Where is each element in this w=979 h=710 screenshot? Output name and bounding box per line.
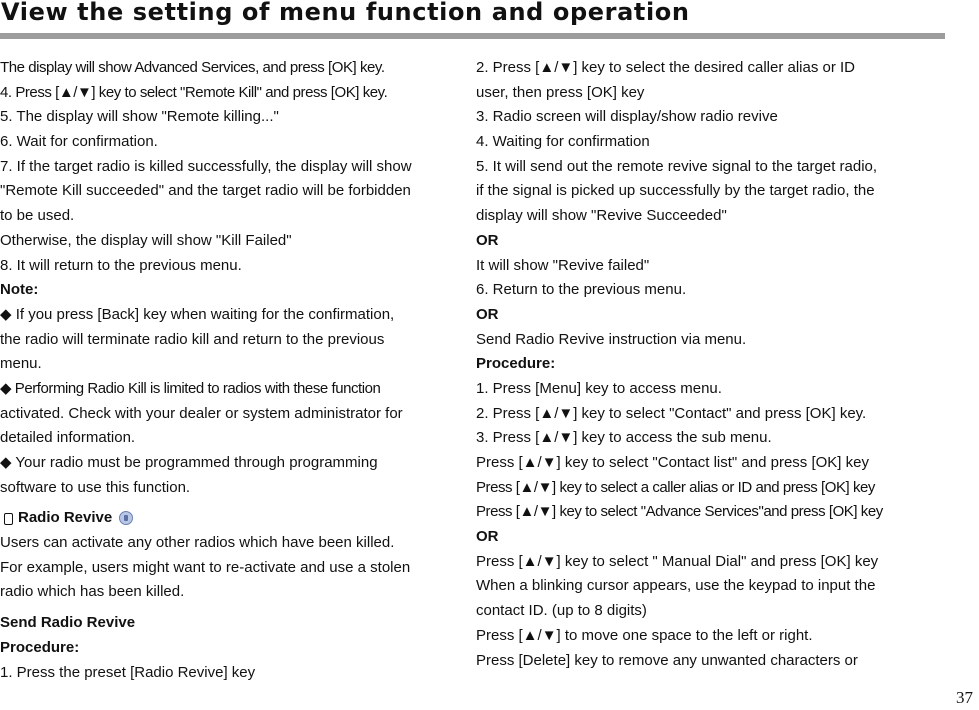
text-line: software to use this function. — [0, 478, 191, 496]
text-line: Press [▲/▼] key to select a caller alias or ID and press [OK] key — [476, 478, 875, 496]
or-label: OR — [476, 305, 499, 323]
text-line: detailed information. — [0, 429, 136, 447]
text-line: 8. It will return to the previous menu. — [0, 256, 242, 274]
text-line: ◆ Your radio must be programmed through programming — [0, 454, 378, 471]
text-line: contact ID. (up to 8 digits) — [476, 602, 647, 620]
text-line: Users can activate any other radios which have been killed. — [0, 534, 395, 552]
text-line: The display will show Advanced Services, and press [OK] key. — [0, 59, 385, 76]
text-line: ◆ Performing Radio Kill is limited to radios with these function — [0, 379, 381, 397]
text-line: menu. — [0, 355, 42, 373]
text-line: 6. Wait for confirmation. — [0, 133, 158, 151]
text-line: ◆ If you press [Back] key when waiting for the confirmation, — [0, 305, 395, 323]
procedure-label: Procedure: — [0, 638, 80, 656]
text-line: Press [▲/▼] key to select "Advance Services"and press [OK] key — [476, 503, 883, 521]
text-line: 2. Press [▲/▼] key to select "Contact" and press [OK] key. — [476, 404, 867, 422]
radio-revive-title: Radio Revive — [18, 509, 113, 527]
text-line: 1. Press [Menu] key to access menu. — [476, 379, 722, 397]
text-line: 6. Return to the previous menu. — [476, 281, 687, 299]
text-line: 1. Press the preset [Radio Revive] key — [0, 663, 256, 681]
text-line: 5. It will send out the remote revive signal to the target radio, — [476, 157, 878, 175]
text-line: It will show "Revive failed" — [476, 256, 650, 274]
right-column — [476, 56, 926, 673]
text-line: Send Radio Revive instruction via menu. — [476, 330, 747, 348]
text-line: the radio will terminate radio kill and return to the previous — [0, 330, 385, 348]
text-line: 5. The display will show "Remote killing..." — [0, 108, 279, 126]
text-line: When a blinking cursor appears, use the keypad to input the — [476, 577, 876, 595]
text-line: 3. Press [▲/▼] key to access the sub menu. — [476, 429, 772, 447]
radio-revive-heading — [0, 506, 450, 531]
or-label: OR — [476, 528, 499, 546]
text-line: "Remote Kill succeeded" and the target radio will be forbidden — [0, 182, 411, 200]
text-line: if the signal is picked up successfully by the target radio, the — [476, 182, 875, 200]
note-label: Note: — [0, 281, 39, 299]
title-rule — [0, 33, 945, 39]
text-line: Otherwise, the display will show "Kill Failed" — [0, 231, 292, 249]
text-line: 7. If the target radio is killed successfully, the display will show — [0, 157, 412, 175]
text-line: display will show "Revive Succeeded" — [476, 207, 727, 225]
text-line: radio which has been killed. — [0, 583, 185, 601]
page-number: 37 — [956, 688, 973, 707]
text-line: 3. Radio screen will display/show radio revive — [476, 108, 778, 126]
left-column — [0, 56, 450, 685]
text-line: user, then press [OK] key — [476, 83, 645, 101]
document-icon — [4, 513, 13, 525]
text-line: to be used. — [0, 207, 75, 225]
text-line: Press [Delete] key to remove any unwanted characters or — [476, 651, 858, 669]
text-line: 2. Press [▲/▼] key to select the desired caller alias or ID — [476, 59, 856, 76]
text-line: For example, users might want to re-activate and use a stolen — [0, 558, 411, 576]
or-label: OR — [476, 231, 499, 249]
text-line: activated. Check with your dealer or system administrator for — [0, 404, 403, 422]
text-line: Press [▲/▼] key to select "Contact list" and press [OK] key — [476, 454, 869, 471]
text-line: 4. Waiting for confirmation — [476, 133, 650, 151]
text-line: Press [▲/▼] key to select " Manual Dial" and press [OK] key — [476, 552, 879, 570]
send-radio-revive-heading: Send Radio Revive — [0, 614, 136, 632]
procedure-label: Procedure: — [476, 355, 556, 373]
page-title: View the setting of menu function and operation — [1, 0, 690, 26]
text-line: 4. Press [▲/▼] key to select "Remote Kill" and press [OK] key. — [0, 83, 388, 101]
text-line: Press [▲/▼] to move one space to the left or right. — [476, 626, 813, 644]
radio-icon — [119, 511, 133, 525]
